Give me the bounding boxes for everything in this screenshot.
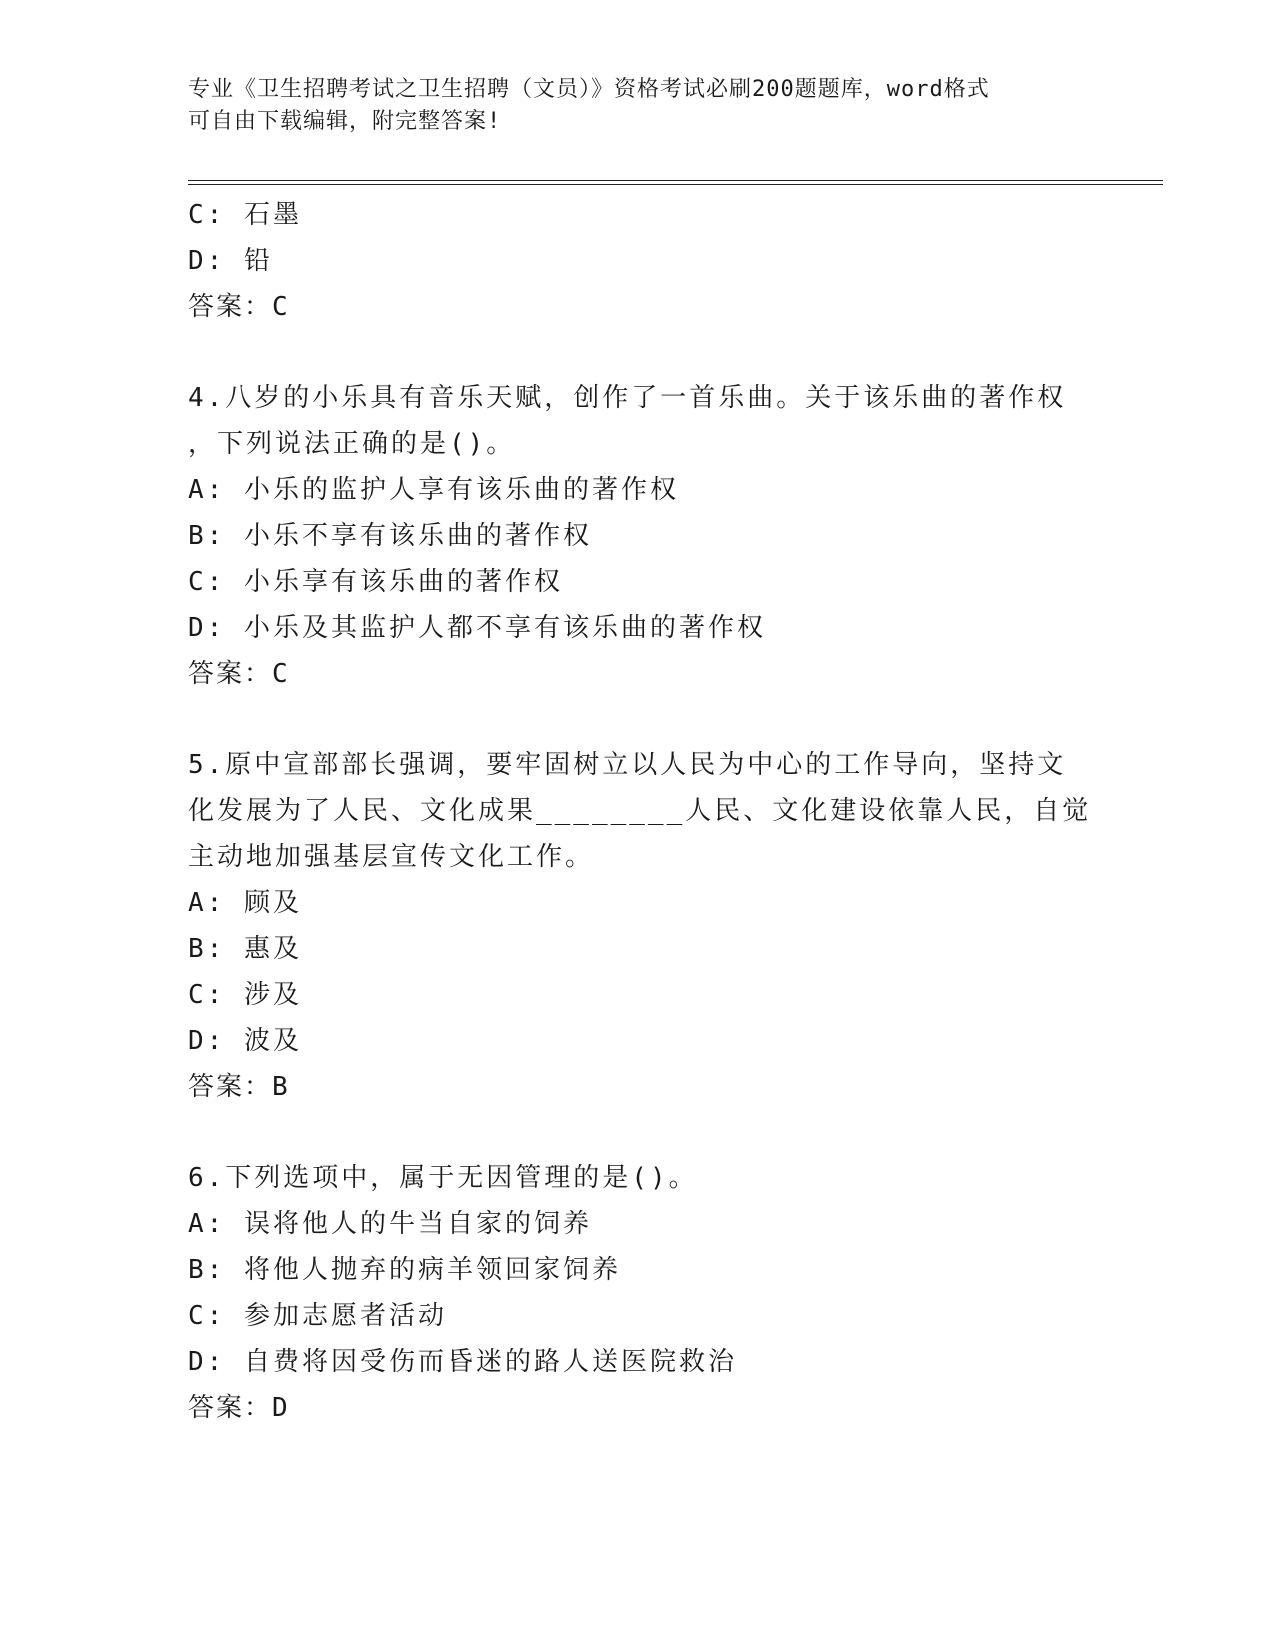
answer-value: B (272, 1072, 290, 1102)
q5-option-c: C: 涉及 (188, 980, 302, 1010)
document-body (188, 192, 1092, 1431)
q4-option-a: A: 小乐的监护人享有该乐曲的著作权 (188, 475, 679, 505)
q5-option-a: A: 顾及 (188, 888, 302, 918)
q5-stem-line-2: 化发展为了人民、文化成果________人民、文化建设依靠人民，自觉 (188, 796, 1092, 826)
answer-label: 答案： (188, 659, 273, 689)
answer-label: 答案： (188, 1393, 273, 1423)
q4-stem-line-1: 4.八岁的小乐具有音乐天赋，创作了一首乐曲。关于该乐曲的著作权 (188, 383, 1067, 413)
q4-stem-line-2: ，下列说法正确的是()。 (188, 429, 516, 459)
q4-option-c: C: 小乐享有该乐曲的著作权 (188, 567, 563, 597)
answer-label: 答案： (188, 1072, 273, 1102)
q6-option-c: C: 参加志愿者活动 (188, 1301, 447, 1331)
answer-value: C (272, 659, 290, 689)
q6-option-d: D: 自费将因受伤而昏迷的路人送医院救治 (188, 1347, 737, 1377)
q4-answer (188, 651, 1088, 697)
q5-option-d: D: 波及 (188, 1026, 302, 1056)
q6-answer (188, 1385, 1088, 1431)
q6-option-b: B: 将他人抛弃的病羊领回家饲养 (188, 1255, 621, 1285)
q3-answer (188, 284, 1088, 330)
header-rule-bottom (188, 184, 1163, 185)
q6-stem-line-1: 6.下列选项中，属于无因管理的是()。 (188, 1163, 698, 1193)
q5-stem-line-1: 5.原中宣部部长强调，要牢固树立以人民为中心的工作导向，坚持文 (188, 750, 1067, 780)
q4-option-b: B: 小乐不享有该乐曲的著作权 (188, 521, 592, 551)
header-line-1: 专业《卫生招聘考试之卫生招聘（文员）》资格考试必刷200题题库，word格式 (188, 77, 990, 102)
answer-value: C (272, 292, 290, 322)
q5-option-b: B: 惠及 (188, 934, 302, 964)
question-6 (188, 1155, 1088, 1431)
question-5 (188, 742, 1092, 1110)
answer-label: 答案： (188, 292, 273, 322)
answer-value: D (272, 1393, 290, 1423)
header-line-2: 可自由下载编辑，附完整答案! (188, 109, 502, 134)
q3-option-d: D: 铅 (188, 246, 273, 276)
question-4 (188, 375, 1088, 697)
q3-option-c: C: 石墨 (188, 200, 302, 230)
q5-stem-line-3: 主动地加强基层宣传文化工作。 (188, 842, 595, 872)
document-header (188, 74, 1088, 138)
header-rule-top (188, 180, 1163, 181)
question-3 (188, 192, 1088, 330)
q5-answer (188, 1064, 1088, 1110)
q6-option-a: A: 误将他人的牛当自家的饲养 (188, 1209, 592, 1239)
q4-option-d: D: 小乐及其监护人都不享有该乐曲的著作权 (188, 613, 766, 643)
